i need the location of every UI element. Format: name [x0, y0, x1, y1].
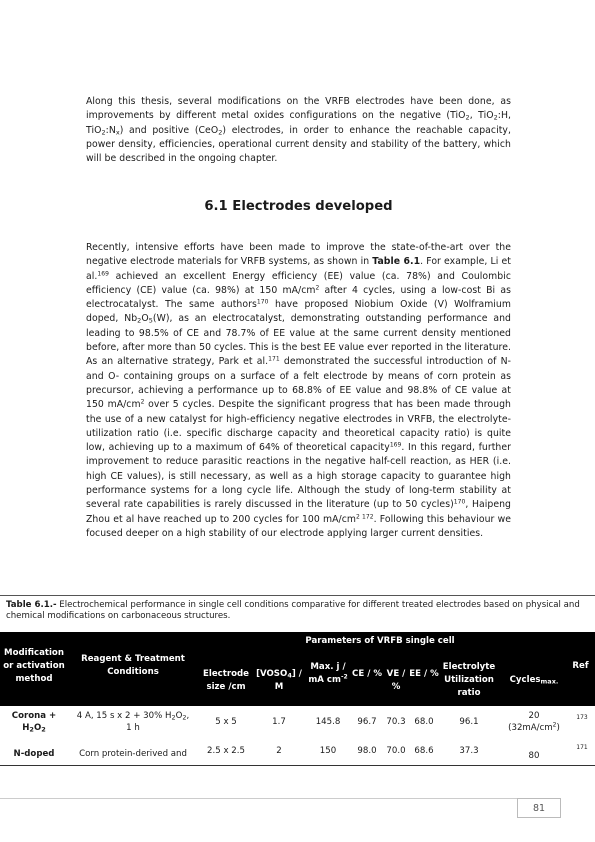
table-bottom-rule: [0, 765, 595, 766]
header-cycles: Cycles$_{max.}$: [509, 675, 559, 686]
cell-ref: 173: [576, 714, 588, 721]
cell-size: 2.5 x 2.5: [207, 746, 245, 756]
cell-ee: 68.6: [414, 746, 434, 756]
cell-reagent: Corn protein-derived and: [79, 749, 187, 759]
intro-paragraph: Along this thesis, several modifications on the VRFB electrodes have been done, as improvements by different metal oxides configurations on the negative (TiO$_2$, TiO$_2$:H, $TiO_2:N_x$) and positive (CeO$_2$) electrodes, in order to enhance the reachable capacity, power density, efficiencies, operational current density and stability of the battery, which will be described in the ongoing chapter.: [86, 96, 511, 165]
header-utilization: Electrolyte Utilization ratio: [442, 662, 496, 698]
cell-cycles: 80: [528, 751, 540, 761]
cell-voso4: 1.7: [272, 717, 286, 727]
table-header: [0, 632, 595, 706]
cell-method: Corona + $H_2O_2$: [11, 711, 57, 734]
cell-ce: 96.7: [357, 717, 377, 727]
cell-max-j: 150: [319, 746, 337, 756]
body-paragraph: Recently, intensive efforts have been made to improve the state-of-the-art over the negative electrode materials for VRFB systems, as shown in Table 6.1. For example, Li et al.$^{169}$ achieved an excellent Energy efficiency (EE) value (ca. 78%) and Coulombic efficiency (CE) value (ca. 98%) at 150 $mA/cm^2$ after 4 cycles, using a low-cost Bi as electrocatalyst. The same authors$^{170}$ have proposed Niobium Oxide (V) Wolframium doped, $Nb_2O_5(W)$, as an electrocatalyst, demonstrating outstanding performance and leading to 98.5% of CE and 78.7% of EE value at the same current density mentioned before, after more than 50 cycles. This is the best EE value ever reported in the literature. As an alternative strategy, Park et al.$^{171}$ demonstrated the successful introduction of N- and O- containing groups on a surface of a felt electrode by means of corn protein as precursor, achieving a performance up to 68.8% of EE value and 98.8% of CE value at 150 $mA/cm^2$ over 5 cycles. Despite the significant progress that has been made through the use of a new catalyst for high-efficiency negative electrodes in VRFB, the electrolyte-utilization ratio (i.e. specific discharge capacity and theoretical capacity ratio) is quite low, achieving up to a maximum of 64% of theoretical capacity$^{169}$. In this regard, further improvement to reduce parasitic reactions in the negative half-cell reaction, as HER (i.e. high CE values), is still necessary, as well as a high storage capacity to guarantee high performance systems for a long cycle life. Although the study of long-term stability at several rate capabilities is rarely discussed in the literature (up to 50 cycles)$^{170}$, Haipeng Zhou et al have reached up to 200 cycles for 100 $mA/cm^2$ $^{172}$. Following this behaviour we focused deeper on a high stability of our electrode applying larger current densities.: [86, 242, 512, 539]
header-electrode-size: Electrode size /cm: [203, 669, 249, 692]
table-caption: Table 6.1.- Electrochemical performance in single cell conditions comparative for different treated electrodes based on physical and chemical modifications on carbonaceous structures.: [0, 595, 595, 622]
cell-cycles: 20 $(32mA/cm^2)$: [508, 711, 560, 733]
cell-reagent: 4 A, 15 s x 2 + 30% $H_2O_2$, 1 h: [76, 711, 190, 733]
cell-voso4: 2: [276, 746, 282, 756]
header-ee: EE / %: [409, 669, 439, 679]
cell-ve: 70.0: [386, 746, 406, 756]
header-reagent: Reagent & Treatment Conditions: [81, 654, 185, 677]
cell-method: N-doped: [13, 749, 55, 759]
header-voso4: $[VOSO_4]$ / M: [256, 669, 302, 692]
page-number: 81: [517, 798, 561, 818]
cell-ce: 98.0: [357, 746, 377, 756]
cell-ve: 70.3: [386, 717, 406, 727]
table-caption-label: Table 6.1.-: [6, 600, 57, 610]
cell-utilization: 96.1: [459, 717, 479, 727]
section-heading: 6.1 Electrodes developed: [204, 199, 393, 214]
footer-rule: [0, 798, 517, 799]
cell-size: 5 x 5: [215, 717, 237, 727]
cell-utilization: 37.3: [459, 746, 479, 756]
table-reference: Table 6.1: [372, 256, 421, 268]
cell-max-j: 145.8: [315, 717, 341, 727]
parameters-group-header: Parameters of VRFB single cell: [305, 636, 455, 646]
header-modification: Modification or activation method: [3, 648, 65, 684]
cell-ref: 171: [576, 744, 588, 751]
header-ve: VE / %: [386, 669, 406, 692]
cell-ee: 68.0: [414, 717, 434, 727]
header-ref: Ref: [572, 661, 589, 671]
header-ce: CE / %: [352, 669, 382, 679]
header-max-j: Max. j / mA $cm^{-2}$: [308, 662, 348, 685]
